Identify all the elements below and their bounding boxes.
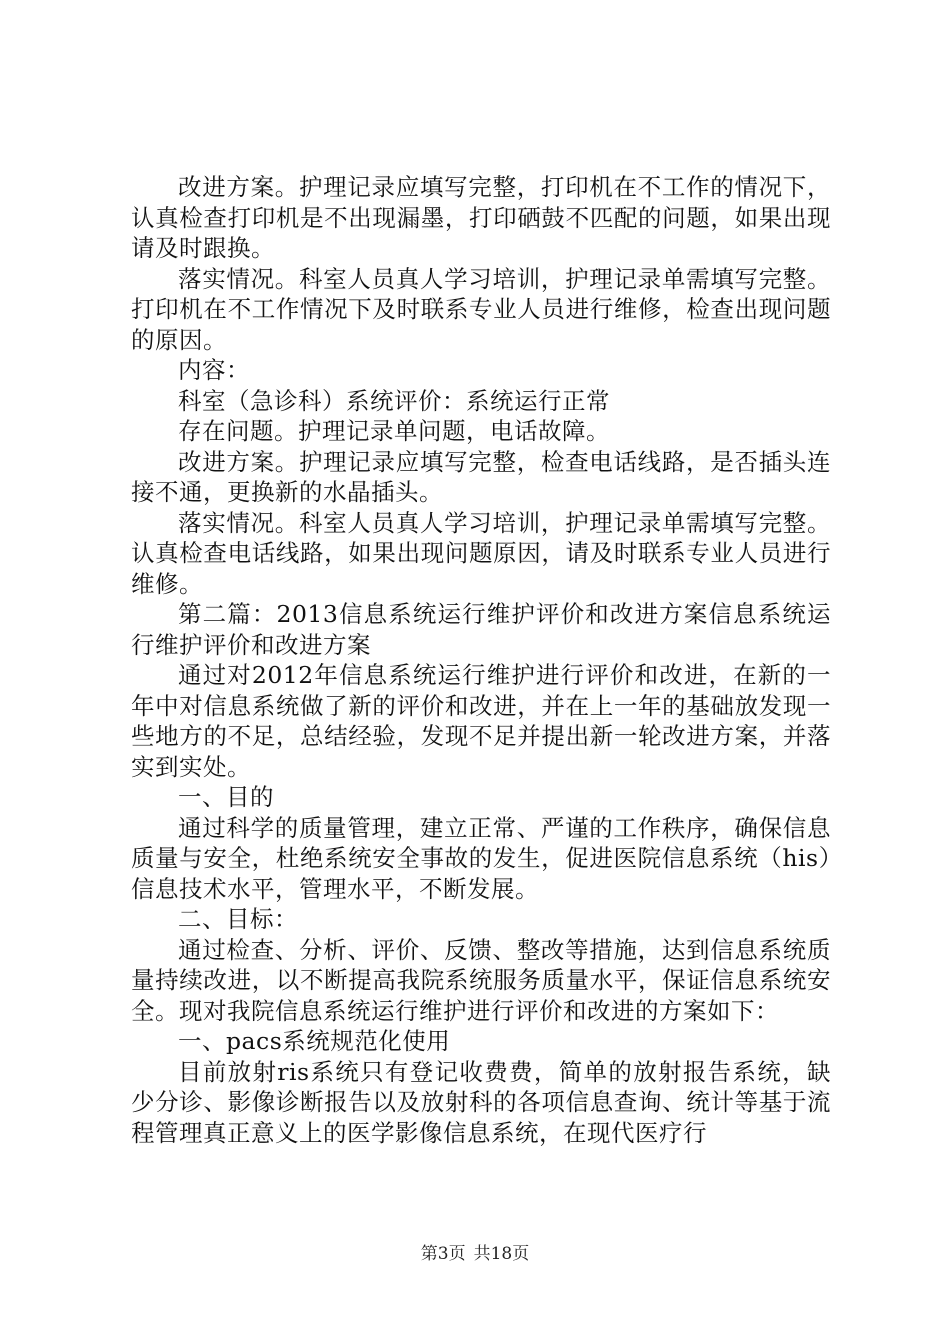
heading-pacs: 一、pacs系统规范化使用 [178,1027,451,1055]
heading-purpose: 一、目的 [178,783,274,811]
page-total: 共18页 [473,1244,530,1264]
paragraph: 科室（急诊科）系统评价：系统运行正常 [178,386,610,415]
paragraph: 落实情况。科室人员真人学习培训，护理记录单需填写完整。认真检查电话线路，如果出现问题原因，请及时联系专业人员进行维修。 [131,508,831,598]
paragraph: 内容： [178,356,250,384]
paragraph: 改进方案。护理记录应填写完整，检查电话线路，是否插头连接不通，更换新的水晶插头。 [131,447,831,506]
paragraph: 通过检查、分析、评价、反馈、整改等措施，达到信息系统质量持续改进，以不断提高我院系统服务质量水平，保证信息系统安全。现对我院信息系统运行维护进行评价和改进的方案如下： [131,935,831,1025]
page-footer [0,1243,950,1265]
paragraph: 通过对2012年信息系统运行维护进行评价和改进，在新的一年中对信息系统做了新的评价和改进，并在上一年的基础放发现一些地方的不足，总结经验，发现不足并提出新一轮改进方案，并落实到实处。 [131,661,831,781]
section-title: 第二篇：2013信息系统运行维护评价和改进方案信息系统运行维护评价和改进方案 [131,600,831,659]
paragraph: 存在问题。护理记录单问题，电话故障。 [178,417,610,445]
paragraph: 落实情况。科室人员真人学习培训，护理记录单需填写完整。打印机在不工作情况下及时联系专业人员进行维修，检查出现问题的原因。 [131,264,831,354]
document-body [131,172,831,1148]
paragraph: 改进方案。护理记录应填写完整，打印机在不工作的情况下，认真检查打印机是不出现漏墨，打印硒鼓不匹配的问题，如果出现请及时跟换。 [131,173,831,262]
paragraph: 通过科学的质量管理，建立正常、严谨的工作秩序，确保信息质量与安全，杜绝系统安全事故的发生，促进医院信息系统（his）信息技术水平，管理水平，不断发展。 [131,813,831,903]
page-number: 第3页 [420,1244,466,1264]
heading-goal: 二、目标： [178,905,298,933]
paragraph: 目前放射ris系统只有登记收费费，简单的放射报告系统，缺少分诊、影像诊断报告以及放射科的各项信息查询、统计等基于流程管理真正意义上的医学影像信息系统，在现代医疗行 [131,1057,831,1147]
